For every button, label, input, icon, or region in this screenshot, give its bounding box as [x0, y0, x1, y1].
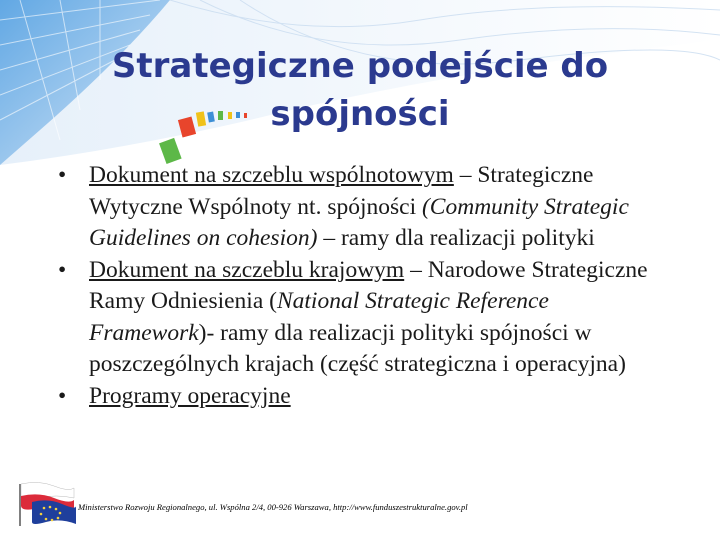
bullet-item — [58, 255, 678, 381]
eu-poland-flag-logo — [14, 478, 76, 528]
bullet-list — [58, 160, 678, 412]
bullet-item — [58, 381, 678, 413]
bullet-marker: • — [58, 382, 67, 409]
bullet-marker: • — [58, 162, 67, 188]
bullet-text: – Strategiczne Wytyczne Wspólnoty nt. spójności — [89, 162, 594, 220]
bullet-text: )- ramy dla realizacji polityki spójności w poszczególnych krajach (część strategiczna i operacyjna) — [89, 319, 626, 377]
bullet-italic-text: (Community Strategic Guidelines on cohesion) — [89, 193, 629, 251]
bullet-link[interactable]: Dokument na szczeblu wspólnotowym — [89, 162, 454, 188]
bullet-text: – Narodowe Strategiczne Ramy Odniesienia ( — [89, 256, 648, 314]
bullet-italic-text: National Strategic Reference Framework — [89, 288, 549, 346]
bullet-link[interactable]: Programy operacyjne — [89, 382, 291, 409]
bullet-marker: • — [58, 256, 67, 283]
bullet-item — [58, 160, 678, 255]
footer-address: Ministerstwo Rozwoju Regionalnego, ul. Wspólna 2/4, 00-926 Warszawa, http://www.funduszestrukturalne.gov.pl — [78, 502, 468, 512]
slide-title: Strategiczne podejście do spójności — [111, 46, 609, 134]
bullet-text: – ramy dla realizacji polityki — [317, 225, 595, 251]
bullet-link[interactable]: Dokument na szczeblu krajowym — [89, 256, 405, 283]
